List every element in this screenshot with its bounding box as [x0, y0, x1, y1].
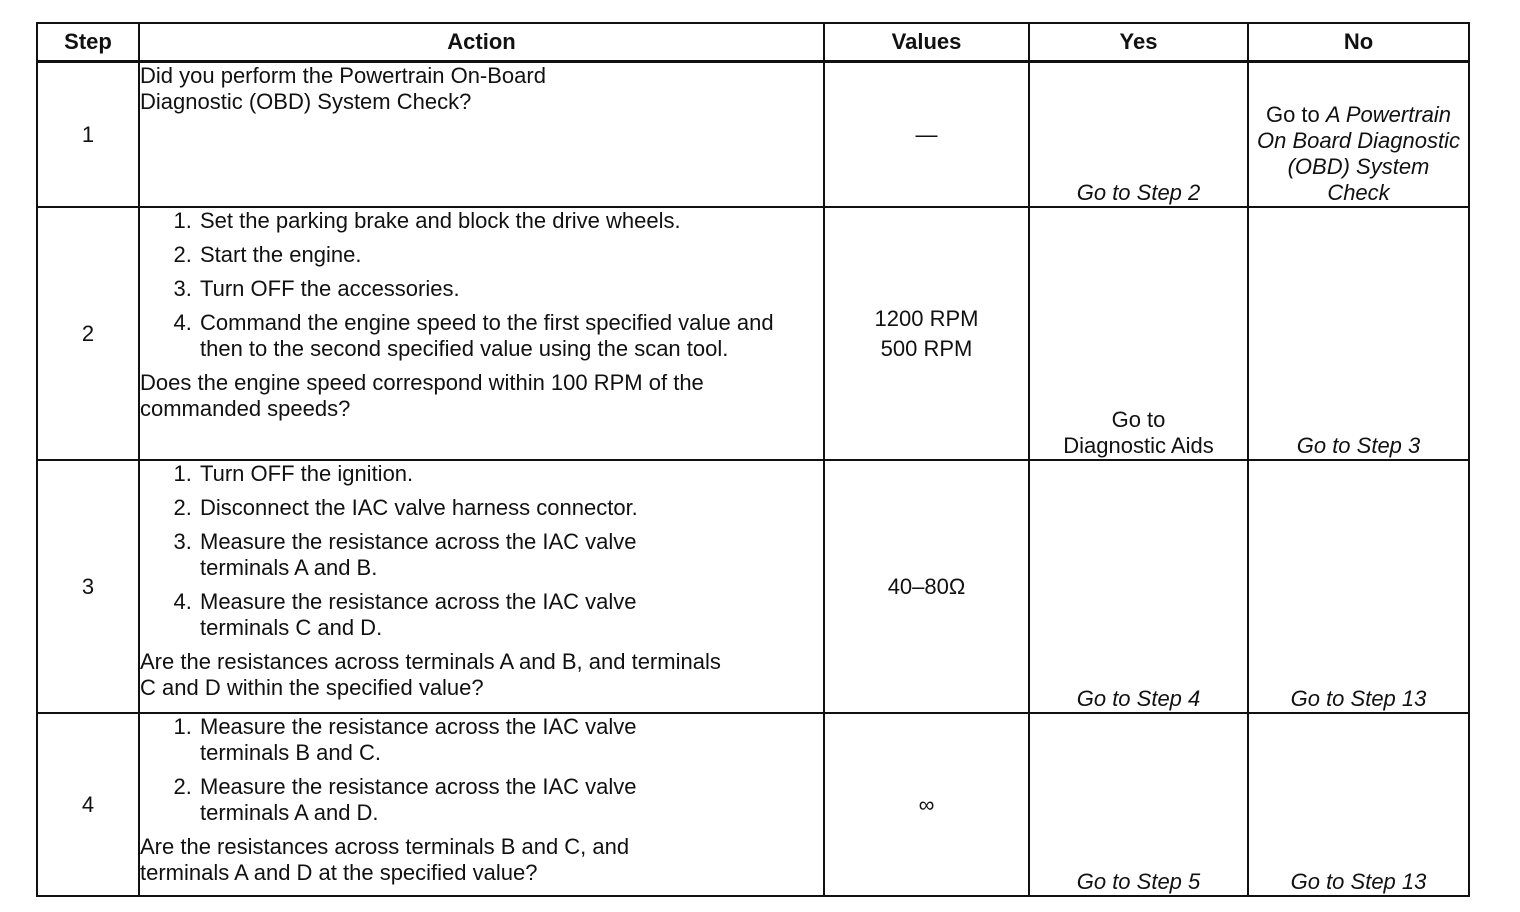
values-cell: [824, 207, 1029, 460]
table-row: [37, 460, 1469, 713]
action-steps: [140, 461, 823, 641]
action-cell: [139, 62, 824, 208]
action-cell: [139, 207, 824, 460]
list-item: 4. Measure the resistance across the IAC valve terminals C and D.: [198, 589, 723, 641]
header-step: Step: [37, 23, 139, 62]
values-cell: [824, 62, 1029, 208]
table-row: [37, 62, 1469, 208]
header-no: No: [1248, 23, 1469, 62]
action-steps: [140, 714, 823, 826]
no-cell: [1248, 62, 1469, 208]
list-item: 3. Turn OFF the accessories.: [198, 276, 789, 302]
action-question: Are the resistances across terminals A and B, and terminals C and D within the specified value?: [140, 649, 721, 700]
value-item: ∞: [918, 791, 935, 817]
value-item: 40–80Ω: [887, 573, 966, 599]
diagnostic-table: [36, 22, 1470, 897]
list-item: 2. Measure the resistance across the IAC valve terminals A and D.: [198, 774, 723, 826]
action-question: Did you perform the Powertrain On-Board Diagnostic (OBD) System Check?: [140, 63, 546, 114]
header-row: [37, 23, 1469, 62]
step-number: 4: [37, 713, 139, 896]
yes-action[interactable]: Go to Diagnostic Aids: [1029, 207, 1248, 460]
no-action[interactable]: A Powertrain On Board Diagnostic (OBD) System Check: [1257, 102, 1460, 205]
list-item: 3. Measure the resistance across the IAC valve terminals A and B.: [198, 529, 723, 581]
yes-action[interactable]: Go to Step 4: [1029, 460, 1248, 713]
action-cell: [139, 460, 824, 713]
values-cell: [824, 460, 1029, 713]
action-cell: [139, 713, 824, 896]
step-number: 1: [37, 62, 139, 208]
value-item: 1200 RPM: [874, 305, 979, 331]
action-question: Are the resistances across terminals B and C, and terminals A and D at the specified value?: [140, 834, 630, 885]
list-item: 1. Measure the resistance across the IAC valve terminals B and C.: [198, 714, 723, 766]
yes-action[interactable]: Go to Step 5: [1029, 713, 1248, 896]
no-prefix: Go to: [1265, 102, 1326, 127]
value-item: —: [915, 121, 938, 147]
list-item: 1. Set the parking brake and block the drive wheels.: [198, 208, 789, 234]
list-item: 2. Start the engine.: [198, 242, 789, 268]
no-action[interactable]: Go to Step 3: [1248, 207, 1469, 460]
step-number: 3: [37, 460, 139, 713]
header-yes: Yes: [1029, 23, 1248, 62]
step-number: 2: [37, 207, 139, 460]
yes-action[interactable]: Go to Step 2: [1029, 62, 1248, 208]
values-cell: [824, 713, 1029, 896]
no-action[interactable]: Go to Step 13: [1248, 713, 1469, 896]
list-item: 2. Disconnect the IAC valve harness connector.: [198, 495, 723, 521]
list-item: 4. Command the engine speed to the first specified value and then to the second specified value using the scan tool.: [198, 310, 789, 362]
value-item: 500 RPM: [880, 335, 973, 361]
header-action: Action: [139, 23, 824, 62]
table-row: [37, 207, 1469, 460]
table-row: [37, 713, 1469, 896]
no-action[interactable]: Go to Step 13: [1248, 460, 1469, 713]
action-question: Does the engine speed correspond within 100 RPM of the commanded speeds?: [140, 370, 704, 421]
action-steps: [140, 208, 823, 362]
list-item: 1. Turn OFF the ignition.: [198, 461, 723, 487]
header-values: Values: [824, 23, 1029, 62]
